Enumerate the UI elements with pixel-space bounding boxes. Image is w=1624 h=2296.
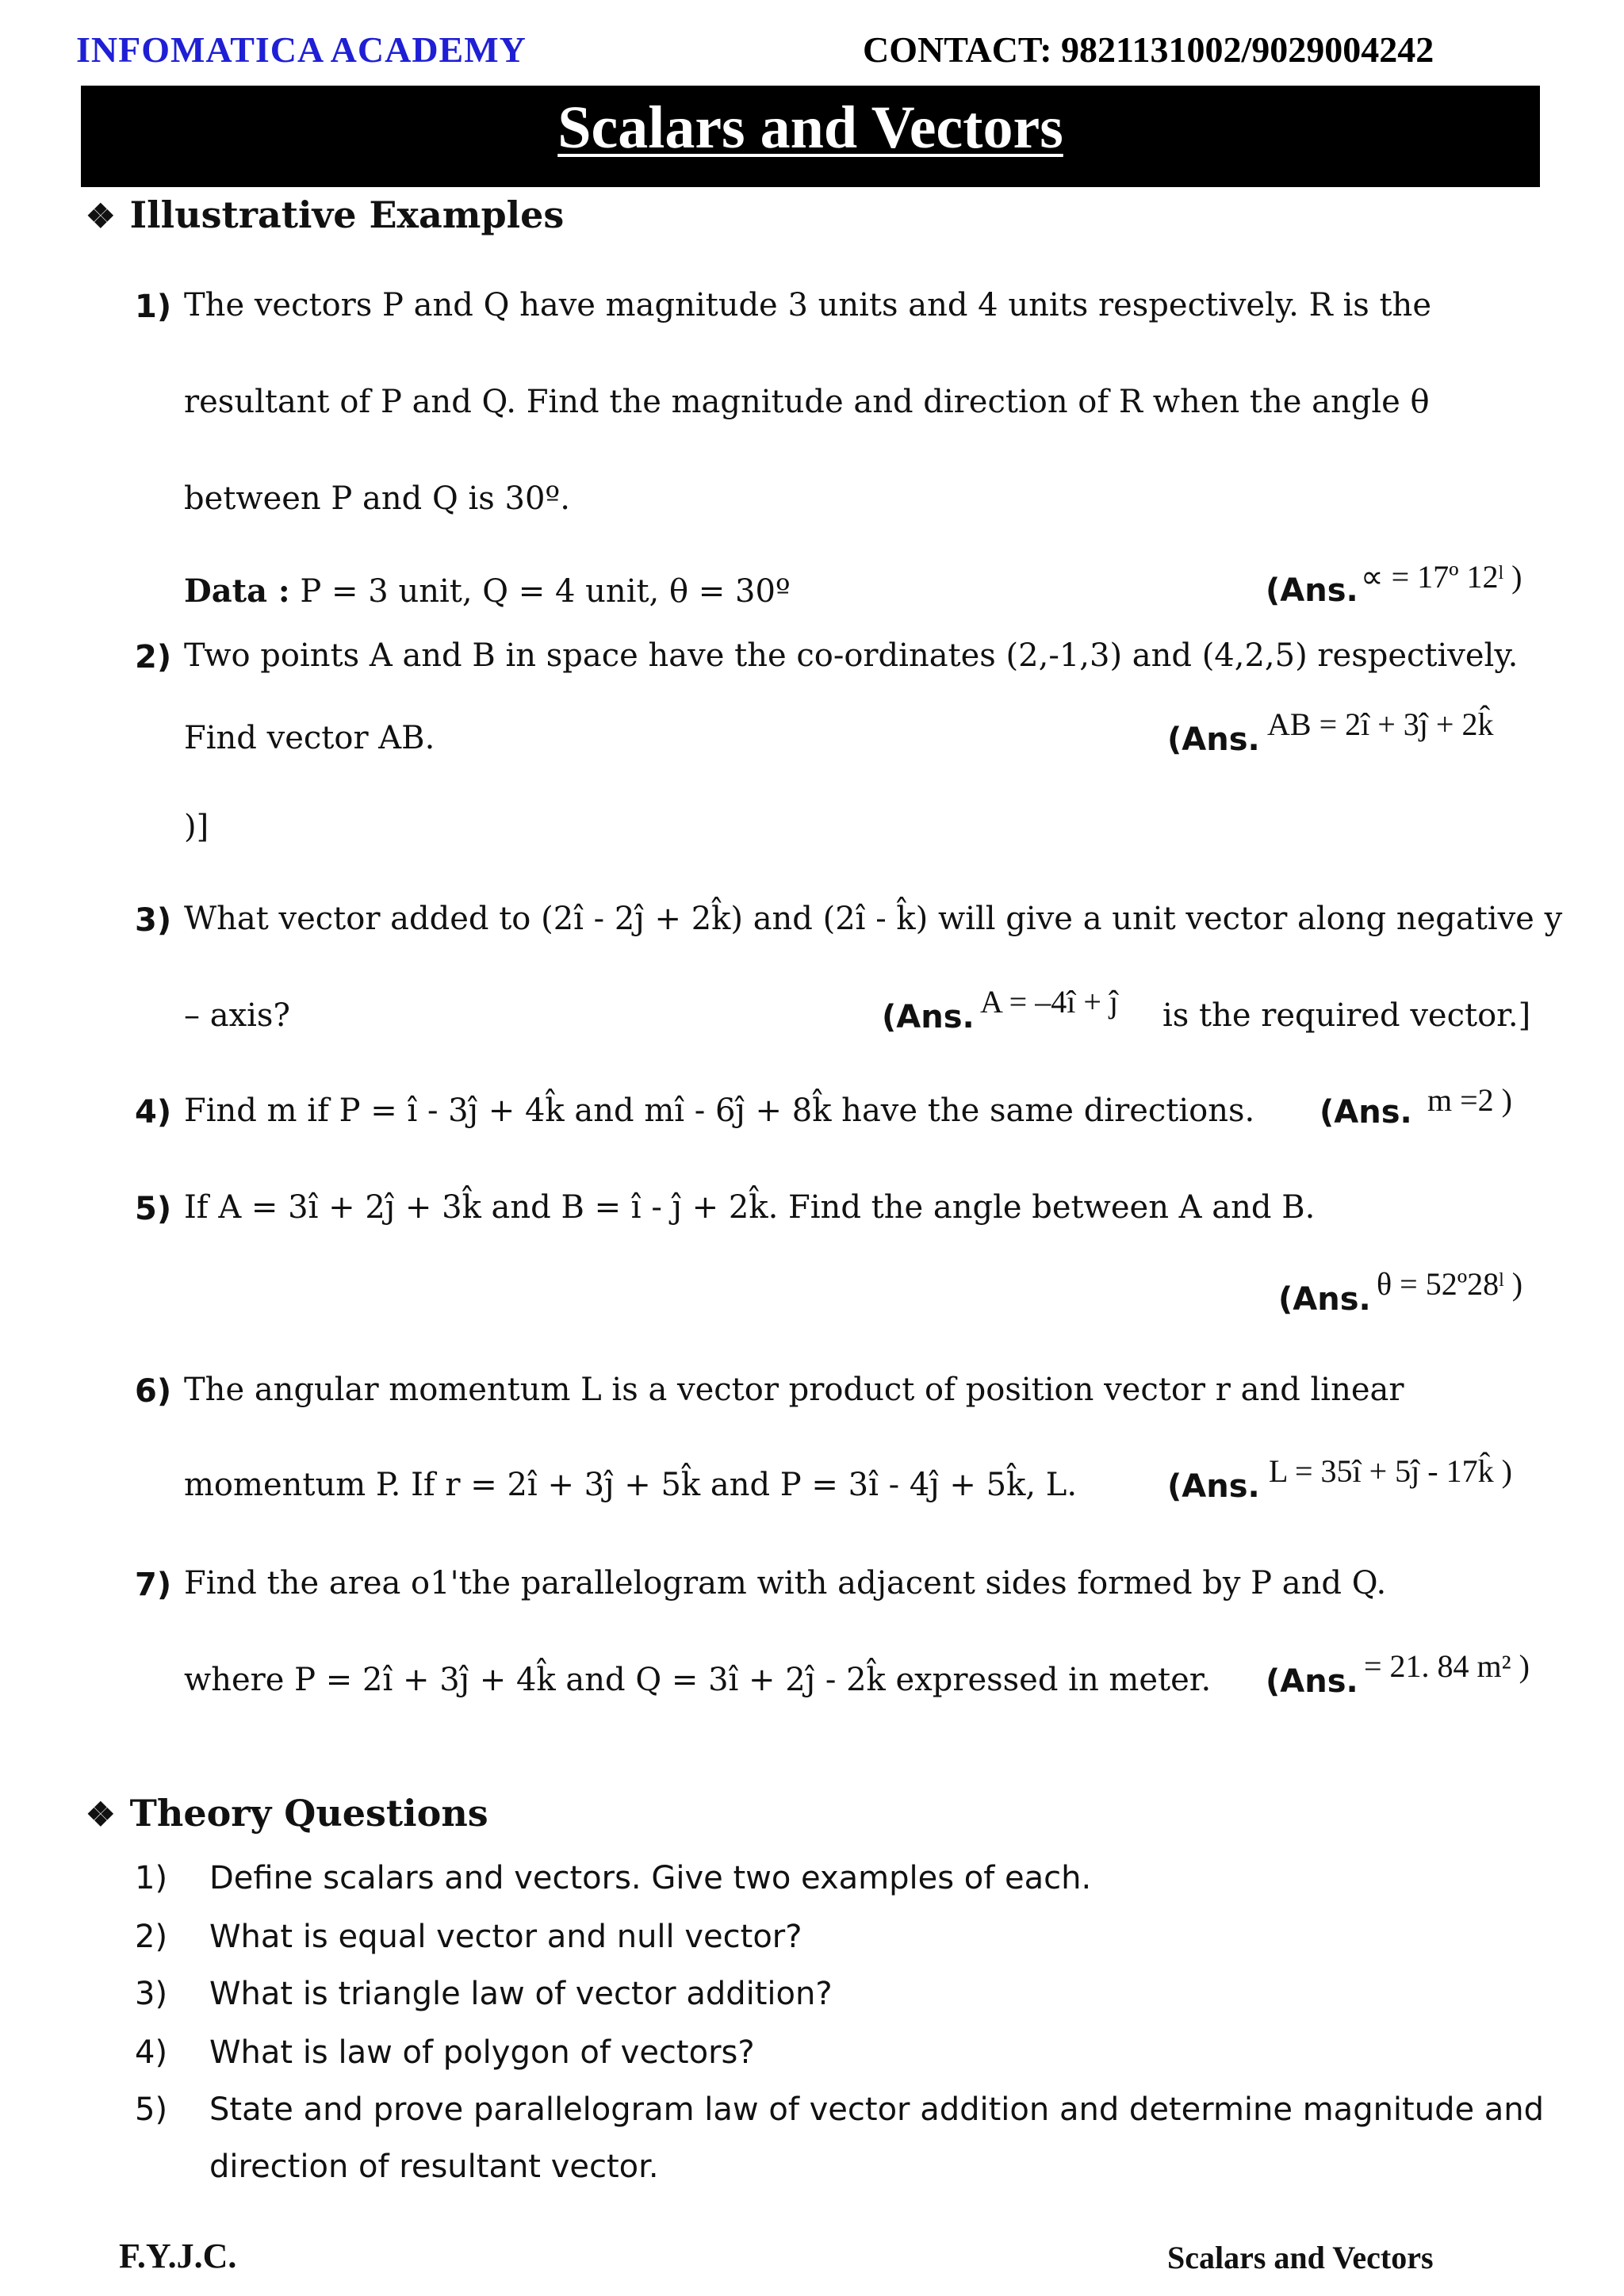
theory-question: What is triangle law of vector addition? [209,1976,833,2012]
example-line: Find vector AB. [184,720,435,756]
diamond-bullet-icon: ❖ [86,1795,116,1834]
example-number: 4) [135,1094,172,1131]
data-values: P = 3 unit, Q = 4 unit, θ = 30º [300,573,791,610]
answer-label: (Ans. [1266,572,1358,609]
example-line: momentum P. If r = 2î + 3ĵ + 5k̂ and P = 3î - 4ĵ + 5k̂, L. [184,1467,1078,1503]
example-line: – axis? [184,997,290,1034]
data-label: Data : [184,572,290,610]
example-number: 7) [135,1567,172,1603]
page-title: Scalars and Vectors [557,94,1063,161]
example-number: 5) [135,1191,172,1227]
contact-info: CONTACT: 9821131002/9029004242 [863,29,1434,70]
section-title: Theory Questions [129,1792,488,1835]
answer-label: (Ans. [882,999,975,1035]
answer-value: AB = 2î + 3ĵ + 2k̂ [1267,706,1494,742]
theory-question: What is equal vector and null vector? [209,1919,802,1955]
example-line: Find the area o1'the parallelogram with adjacent sides formed by P and Q. [184,1565,1387,1601]
theory-number: 4) [135,2034,168,2071]
example-number: 1) [135,289,172,325]
answer-value: L = 35î + 5ĵ - 17k̂ ) [1269,1453,1512,1489]
example-line: Two points A and B in space have the co-ordinates (2,-1,3) and (4,2,5) respectively. [184,637,1519,674]
example-line: If A = 3î + 2ĵ + 3k̂ and B = î - ĵ + 2k̂. Find the angle between A and B. [184,1189,1316,1226]
example-line: The vectors P and Q have magnitude 3 units and 4 units respectively. R is the [184,287,1431,323]
section-heading-illustrative [86,193,564,236]
answer-value: ∝ = 17º 12ˡ ) [1361,559,1522,595]
answer-label: (Ans. [1320,1094,1412,1131]
example-line: where P = 2î + 3ĵ + 4k̂ and Q = 3î + 2ĵ - 2k̂ expressed in meter. [184,1662,1212,1698]
example-number: 6) [135,1373,172,1410]
theory-question: Define scalars and vectors. Give two examples of each. [209,1860,1092,1896]
title-banner [81,86,1540,187]
stray-bracket: )] [184,809,209,845]
theory-question-continued: direction of resultant vector. [209,2149,659,2185]
answer-value: m =2 ) [1427,1082,1512,1118]
example-line: The angular momentum L is a vector product of position vector r and linear [184,1372,1404,1408]
section-heading-theory [86,1792,488,1835]
theory-question: State and prove parallelogram law of vector addition and determine magnitude and [209,2091,1545,2128]
answer-tail: is the required vector.] [1162,997,1531,1034]
theory-question: What is law of polygon of vectors? [209,2034,755,2071]
footer-chapter: Scalars and Vectors [1167,2240,1434,2275]
example-number: 2) [135,639,172,675]
section-title: Illustrative Examples [129,193,565,236]
answer-label: (Ans. [1167,721,1260,758]
theory-number: 5) [135,2091,168,2128]
answer-value: θ = 52º28ˡ ) [1377,1266,1523,1302]
theory-number: 3) [135,1976,168,2012]
answer-label: (Ans. [1278,1281,1371,1318]
theory-number: 2) [135,1919,168,1955]
example-line: between P and Q is 30º. [184,480,570,517]
answer-label: (Ans. [1266,1663,1358,1700]
example-line: resultant of P and Q. Find the magnitude and direction of R when the angle θ [184,384,1430,420]
theory-number: 1) [135,1860,168,1896]
answer-value: = 21. 84 m² ) [1364,1648,1530,1684]
academy-name: INFOMATICA ACADEMY [76,29,527,70]
example-number: 3) [135,902,172,939]
diamond-bullet-icon: ❖ [86,197,116,235]
example-line: What vector added to (2î - 2ĵ + 2k̂) and (2î - k̂) will give a unit vector along negative y [184,901,1563,937]
answer-label: (Ans. [1167,1468,1260,1505]
example-data [184,572,791,610]
footer-class: F.Y.J.C. [119,2237,237,2275]
answer-value: A = –4î + ĵ [980,984,1119,1020]
example-line: Find m if P = î - 3ĵ + 4k̂ and mî - 6ĵ + 8k̂ have the same directions. [184,1093,1255,1129]
